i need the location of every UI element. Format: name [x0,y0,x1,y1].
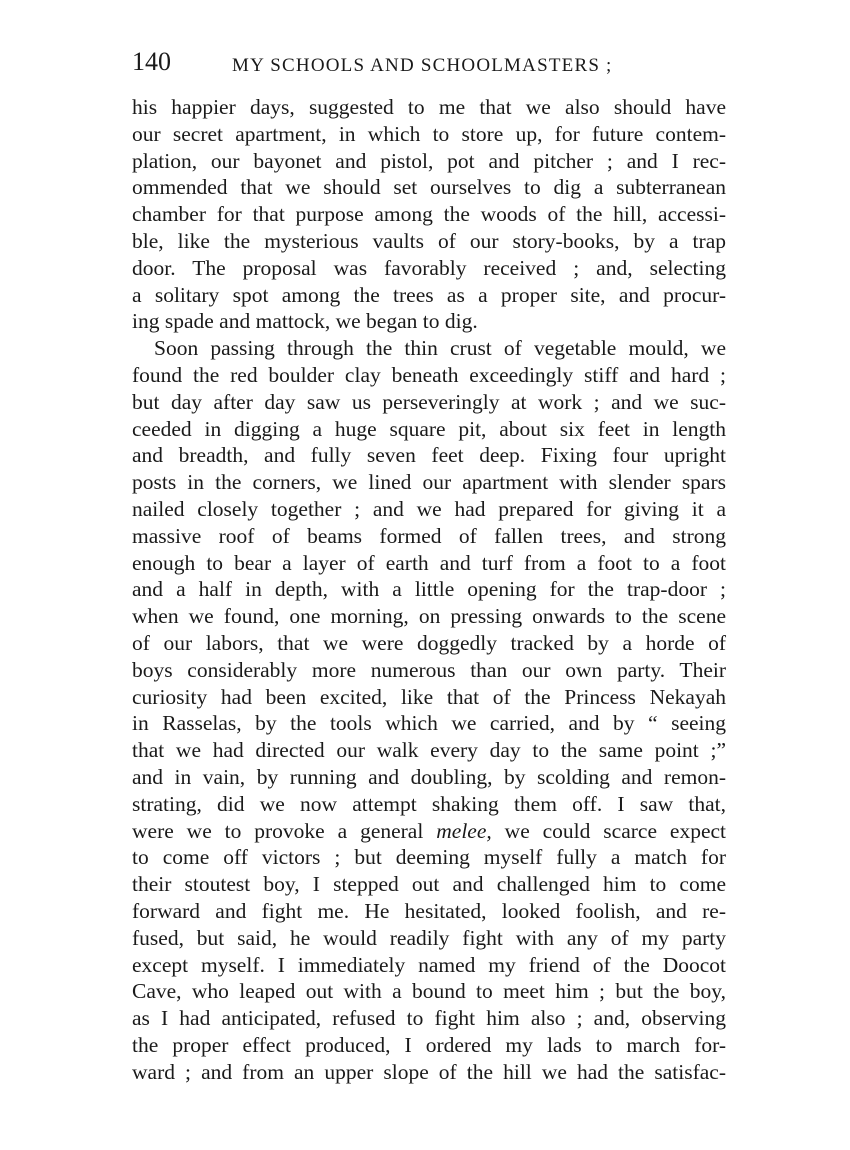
text-line: plation, our bayonet and pistol, pot and pitcher ; and I rec- [132,148,726,173]
text-line: door. The proposal was favorably received ; and, selecting [132,255,726,280]
running-head: MY SCHOOLS AND SCHOOLMASTERS ; [232,55,613,76]
text-line: and breadth, and fully seven feet deep. Fixing four upright [132,443,726,468]
text-line: found the red boulder clay beneath exceedingly stiff and hard ; [132,362,726,387]
text-line: curiosity had been excited, like that of the Princess Nekayah [132,684,726,709]
text-line: fused, but said, he would readily fight with any of my party [132,925,726,950]
text-line: their stoutest boy, I stepped out and challenged him to come [132,872,726,897]
text-line: posts in the corners, we lined our apartment with slender spars [132,470,726,495]
text-line: when we found, one morning, on pressing onwards to the scene [132,604,726,629]
text-line: to come off victors ; but deeming myself fully a match for [132,845,726,870]
italic-word: melee, [436,818,492,843]
text-line: strating, did we now attempt shaking them off. I saw that, [132,791,726,816]
text-line: the proper effect produced, I ordered my lads to march for- [132,1032,726,1057]
text-line: and a half in depth, with a little opening for the trap-door ; [132,577,726,602]
text-line: forward and fight me. He hesitated, looked foolish, and re- [132,898,726,923]
text-line: as I had anticipated, refused to fight him also ; and, observing [132,1006,726,1031]
line-text: were we to provoke a general [132,818,424,843]
text-line: a solitary spot among the trees as a proper site, and procur- [132,282,726,307]
text-line: boys considerably more numerous than our own party. Their [132,657,726,682]
text-line: that we had directed our walk every day to the same point ;” [132,738,726,763]
text-line: chamber for that purpose among the woods of the hill, accessi- [132,202,726,227]
text-line: nailed closely together ; and we had prepared for giving it a [132,496,726,521]
text-line: except myself. I immediately named my friend of the Doocot [132,952,726,977]
text-line: ommended that we should set ourselves to dig a subterranean [132,175,726,200]
text-line: massive roof of beams formed of fallen trees, and strong [132,523,726,548]
text-line-with-italic [132,818,726,845]
text-line: Soon passing through the thin crust of vegetable mould, we [154,336,726,361]
text-line: but day after day saw us perseveringly at work ; and we suc- [132,389,726,414]
text-line: in Rasselas, by the tools which we carried, and by “ seeing [132,711,726,736]
page-number: 140 [132,47,171,76]
text-line: our secret apartment, in which to store up, for future contem- [132,121,726,146]
text-line: ward ; and from an upper slope of the hill we had the satisfac- [132,1059,726,1084]
page-header [132,42,732,82]
text-line: ceeded in digging a huge square pit, about six feet in length [132,416,726,441]
line-text: we could scarce expect [491,818,727,843]
text-line: Cave, who leaped out with a bound to meet him ; but the boy, [132,979,726,1004]
text-line: of our labors, that we were doggedly tracked by a horde of [132,630,726,655]
text-line: ble, like the mysterious vaults of our story-books, by a trap [132,228,726,253]
text-line: ing spade and mattock, we began to dig. [132,309,478,334]
text-line: his happier days, suggested to me that we also should have [132,95,726,119]
text-line: enough to bear a layer of earth and turf from a foot to a foot [132,550,726,575]
body-text [132,94,726,1085]
text-line: and in vain, by running and doubling, by scolding and remon- [132,764,726,789]
